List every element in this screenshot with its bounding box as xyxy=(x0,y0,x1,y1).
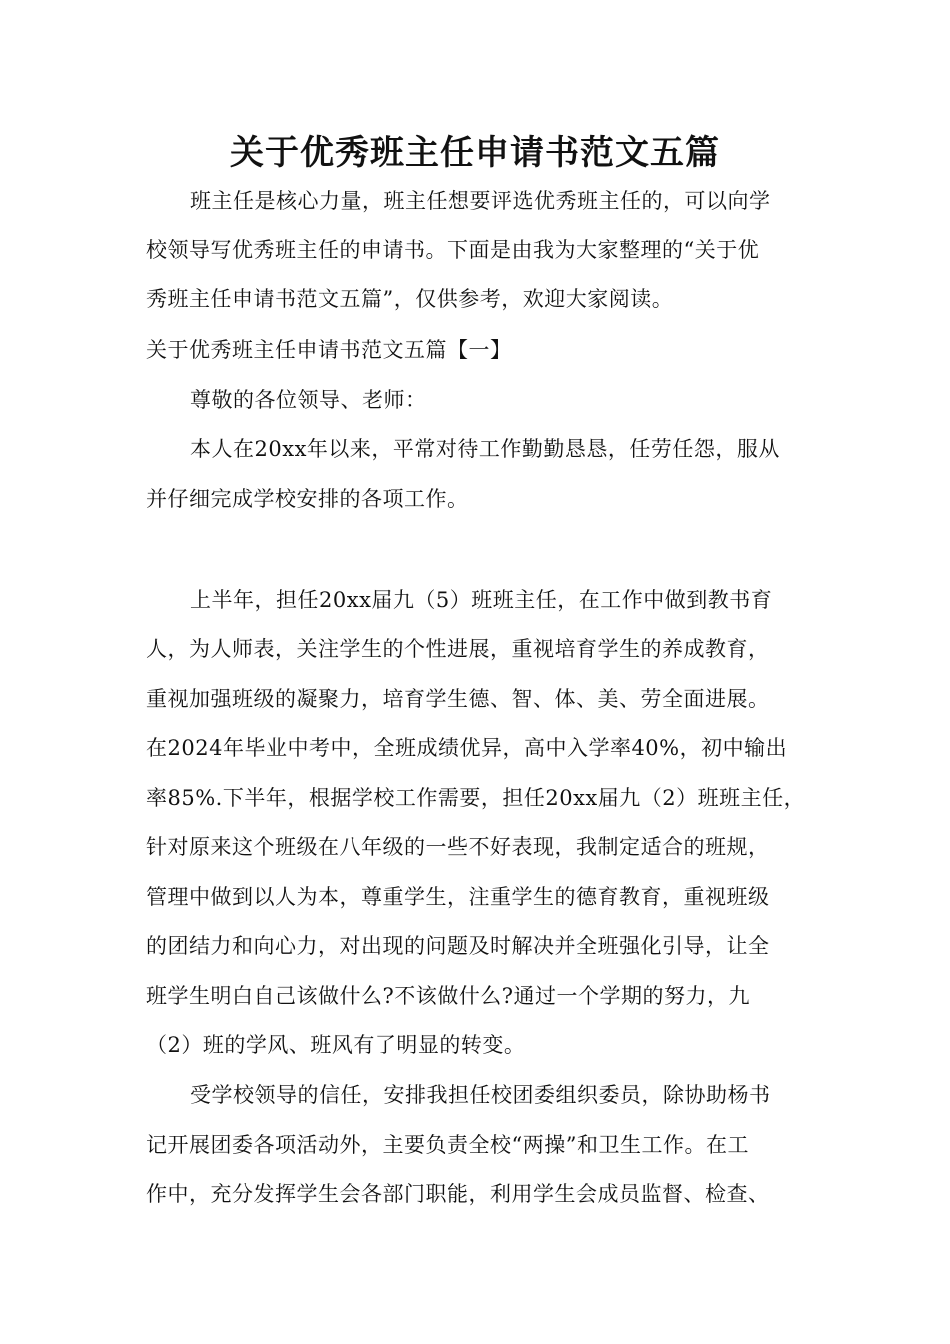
paragraph-line: （2）班的学风、班风有了明显的转变。 xyxy=(146,1033,526,1057)
paragraph-line: 秀班主任申请书范文五篇”，仅供参考，欢迎大家阅读。 xyxy=(146,287,674,311)
salutation: 尊敬的各位领导、老师： xyxy=(190,388,427,412)
document-title: 关于优秀班主任申请书范文五篇 xyxy=(230,133,720,173)
paragraph-line: 上半年，担任20xx届九（5）班班主任，在工作中做到教书育 xyxy=(190,588,773,612)
paragraph-line: 并仔细完成学校安排的各项工作。 xyxy=(146,487,469,511)
section-heading: 关于优秀班主任申请书范文五篇【一】 xyxy=(146,338,512,362)
paragraph-line: 受学校领导的信任，安排我担任校团委组织委员，除协助杨书 xyxy=(190,1083,771,1107)
paragraph-line: 本人在20xx年以来，平常对待工作勤勤恳恳，任劳任怨，服从 xyxy=(190,437,780,461)
paragraph-line: 的团结力和向心力，对出现的问题及时解决并全班强化引导，让全 xyxy=(146,934,770,958)
paragraph-line: 校领导写优秀班主任的申请书。下面是由我为大家整理的“关于优 xyxy=(146,238,760,262)
paragraph-line: 率85%.下半年，根据学校工作需要，担任20xx届九（2）班班主任， xyxy=(146,786,806,810)
paragraph-line: 重视加强班级的凝聚力，培育学生德、智、体、美、劳全面进展。 xyxy=(146,687,770,711)
paragraph-line: 人，为人师表，关注学生的个性进展，重视培育学生的养成教育， xyxy=(146,637,770,661)
paragraph-line: 在2024年毕业中考中，全班成绩优异，高中入学率40%，初中输出 xyxy=(146,736,788,760)
paragraph-line: 针对原来这个班级在八年级的一些不好表现，我制定适合的班规， xyxy=(146,835,770,859)
paragraph-line: 班主任是核心力量，班主任想要评选优秀班主任的，可以向学 xyxy=(190,189,771,213)
paragraph-line: 记开展团委各项活动外，主要负责全校“两操”和卫生工作。在工 xyxy=(146,1133,749,1157)
paragraph-line: 班学生明白自己该做什么?不该做什么?通过一个学期的努力，九 xyxy=(146,984,751,1008)
paragraph-line: 管理中做到以人为本，尊重学生，注重学生的德育教育，重视班级 xyxy=(146,885,770,909)
paragraph-line: 作中，充分发挥学生会各部门职能，利用学生会成员监督、检查、 xyxy=(146,1182,770,1206)
